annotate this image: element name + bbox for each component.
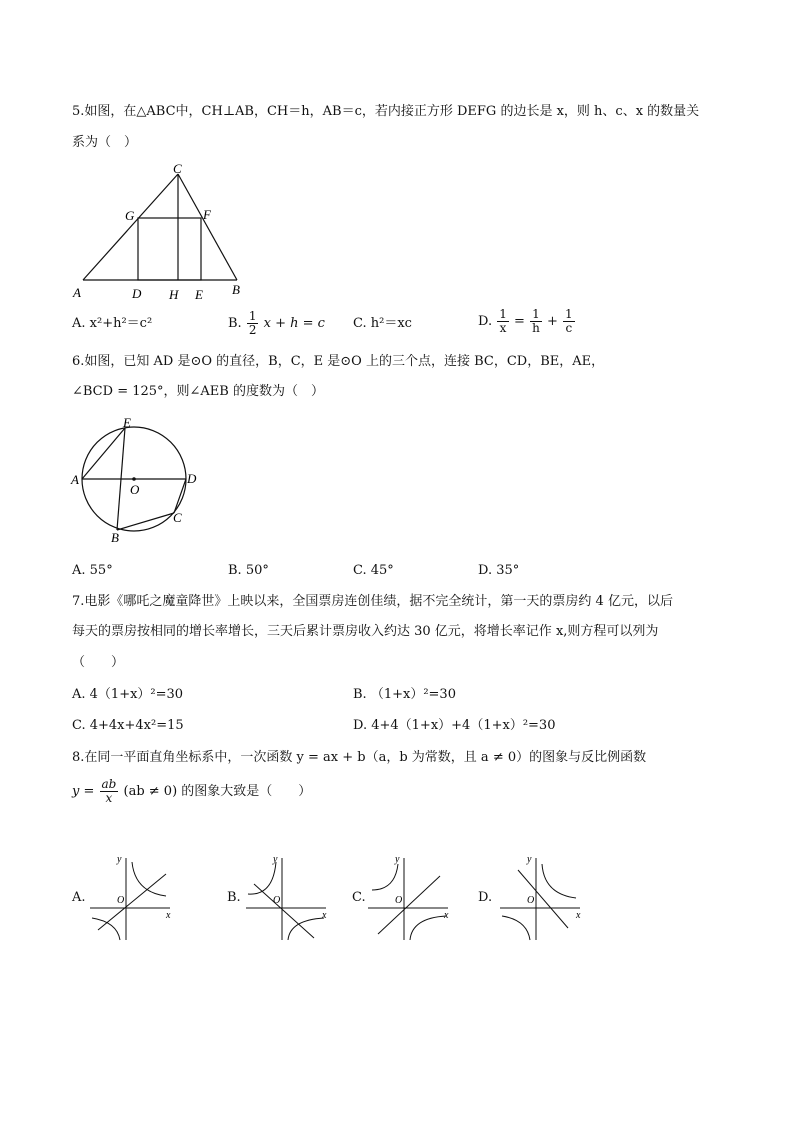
q8-option-d-label: D. — [478, 890, 493, 905]
q6-label-a: A — [71, 472, 79, 487]
q8-graph-b-x-label: x — [322, 910, 327, 921]
q6-text-line1: 6.如图，已知 AD 是⊙O 的直径，B，C，E 是⊙O 上的三个点，连接 BC，CD，BE，AE， — [72, 354, 605, 369]
q8-graph-b — [242, 850, 332, 945]
q7-option-b: B. （1+x）²=30 — [353, 687, 456, 702]
q8-option-a-label: A. — [72, 890, 86, 905]
q5-label-b: B — [232, 282, 240, 297]
q6-label-c: C — [173, 510, 182, 525]
q7-option-c: C. 4+4x+4x²=15 — [72, 718, 184, 733]
q6-option-a: A. 55° — [72, 563, 113, 578]
q5-option-b-num: 1 — [248, 309, 257, 323]
q5-label-d: D — [132, 286, 142, 301]
q7-text-line2: 每天的票房按相同的增长率增长，三天后累计票房收入约达 30 亿元，将增长率记作 x,则方程可以列为 — [72, 624, 659, 639]
q5-label-c: C — [173, 161, 182, 176]
q5-option-d — [478, 308, 576, 335]
q8-graph-a-hyperbola-q1 — [132, 862, 166, 896]
q8-graph-d-hyperbola-q1 — [542, 864, 576, 898]
q8-graph-b-line — [254, 884, 314, 938]
q5-edge-ac — [83, 174, 178, 280]
q7-option-a: A. 4（1+x）²=30 — [72, 687, 184, 702]
q5-option-d-plus: + — [546, 314, 558, 329]
q5-option-d-eq: = — [514, 314, 525, 329]
q8-graph-c-hyperbola-q2 — [372, 864, 398, 890]
q8-graph-d-hyperbola-q3 — [502, 916, 530, 940]
q5-edge-cb — [178, 174, 237, 280]
q8-graph-d — [496, 850, 586, 945]
q6-label-e: E — [123, 415, 131, 430]
q8-option-c-label: C. — [352, 890, 366, 905]
q5-option-c: C. h²＝xc — [353, 316, 412, 331]
q6-option-b: B. 50° — [228, 563, 269, 578]
q8-formula-num: ab — [101, 777, 117, 791]
q5-label-h: H — [169, 287, 179, 302]
q8-graph-d-y-label: y — [527, 854, 532, 865]
q5-text-line1: 5.如图，在△ABC中，CH⊥AB，CH＝h，AB＝c，若内接正方形 DEFG 的边长是 x，则 h、c、x 的数量关 — [72, 104, 700, 119]
q5-label-e: E — [195, 287, 203, 302]
q8-graph-c — [364, 850, 454, 945]
q5-option-d-frac3 — [563, 308, 575, 335]
q6-text-line2: ∠BCD = 125°，则∠AEB 的度数为（ ） — [72, 384, 324, 399]
q5-option-d-frac2 — [530, 308, 542, 335]
q5-option-d-den3: c — [565, 321, 573, 335]
q5-label-f: F — [203, 207, 211, 222]
q8-graph-b-hyperbola-q2 — [248, 862, 276, 894]
q8-graph-d-origin-label: O — [527, 895, 535, 906]
q6-label-d: D — [187, 471, 197, 486]
q6-chord-bc — [117, 513, 174, 530]
q8-text-line2 — [72, 778, 311, 805]
q5-option-b-prefix: B. — [228, 316, 242, 331]
q8-graph-c-x-label: x — [444, 910, 449, 921]
q7-text-line3: （ ） — [72, 655, 125, 670]
q8-text-line1: 8.在同一平面直角坐标系中，一次函数 y = ax + b（a，b 为常数，且 a ≠ 0）的图象与反比例函数 — [72, 750, 647, 765]
q8-graph-c-hyperbola-q4 — [410, 916, 446, 940]
q8-graph-a-hyperbola-q3 — [92, 918, 120, 940]
q5-option-b-rest: x + h = c — [263, 316, 325, 331]
q8-graph-c-line — [378, 876, 440, 934]
q5-label-a: A — [73, 285, 81, 300]
q6-chord-cd — [174, 479, 186, 513]
q8-graph-c-origin-label: O — [395, 895, 403, 906]
q5-option-d-frac1 — [497, 308, 509, 335]
q8-graph-d-line — [518, 870, 568, 928]
q7-text-line1: 7.电影《哪吒之魔童降世》上映以来，全国票房连创佳绩，据不完全统计，第一天的票房约 4 亿元，以后 — [72, 594, 673, 609]
q8-graph-d-x-label: x — [576, 910, 581, 921]
q7-option-d: D. 4+4（1+x）+4（1+x）²=30 — [353, 718, 556, 733]
q8-formula-fraction — [100, 778, 119, 805]
q5-option-a: A. x²+h²＝c² — [72, 316, 153, 331]
q5-option-d-den1: x — [499, 321, 507, 335]
q6-option-c: C. 45° — [353, 563, 394, 578]
q5-option-b-den: 2 — [248, 323, 257, 337]
q6-label-b: B — [111, 530, 119, 545]
q8-graph-b-y-label: y — [273, 854, 278, 865]
q8-graph-b-origin-label: O — [273, 895, 281, 906]
q8-option-b-label: B. — [227, 890, 241, 905]
q8-graph-a-y-label: y — [117, 854, 122, 865]
q5-option-b-fraction — [247, 310, 259, 337]
q6-label-o: O — [130, 482, 140, 497]
q5-option-b — [228, 310, 325, 337]
q8-graph-a-x-label: x — [166, 910, 171, 921]
q5-square-defg — [138, 218, 201, 280]
q6-option-d: D. 35° — [478, 563, 520, 578]
q5-text-line2: 系为（ ） — [72, 135, 138, 150]
q8-graph-a-origin-label: O — [117, 895, 125, 906]
q8-formula-prefix: y = — [72, 784, 95, 799]
q6-circle-figure — [68, 412, 208, 547]
q5-option-d-num2: 1 — [530, 308, 542, 322]
q5-option-d-prefix: D. — [478, 314, 493, 329]
q8-graph-b-hyperbola-q4 — [288, 918, 324, 940]
q5-label-g: G — [125, 208, 135, 223]
q8-graph-c-y-label: y — [395, 854, 400, 865]
q5-triangle-figure — [70, 160, 260, 305]
q8-graph-a — [86, 850, 176, 945]
q8-formula-den: x — [105, 791, 113, 805]
q5-option-d-den2: h — [532, 321, 540, 335]
q5-option-d-num1: 1 — [499, 307, 507, 321]
q6-center-dot — [132, 477, 136, 481]
q8-graph-a-line — [98, 874, 166, 930]
q8-formula-rest: (ab ≠ 0) 的图象大致是（ ） — [123, 784, 312, 799]
q5-option-d-num3: 1 — [564, 307, 573, 321]
